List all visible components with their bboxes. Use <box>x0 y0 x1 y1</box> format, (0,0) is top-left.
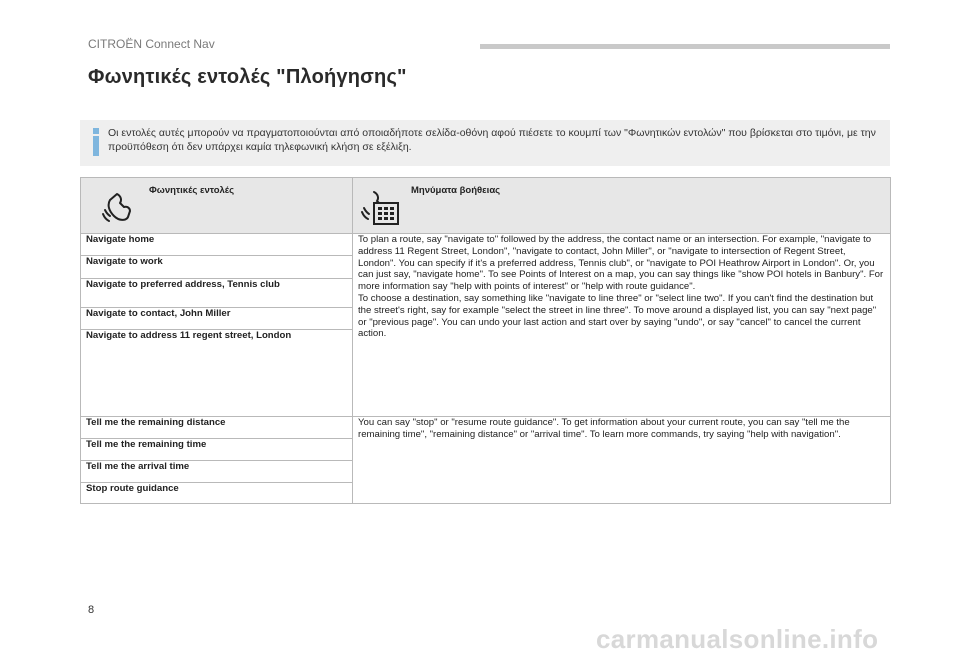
info-note-text: Οι εντολές αυτές μπορούν να πραγματοποιούνται από οποιαδήποτε σελίδα-οθόνη αφού πιέσετε το κουμπί των "Φωνητικών εντολών" που βρίσκεται στο τιμόνι, με την προϋπόθεση ότι δεν υπάρχει καμία τηλεφωνική κλήση σε εξέλιξη. <box>108 127 876 153</box>
help-text-selection: To choose a destination, say something like "navigate to line three" or "select line two". If you can't find the destination but the street's right, say for example "select the street in line three". To move around a displayed list, you can say "next page" or "previous page". You can undo your last action and start over by saying "undo", or say "cancel" to cancel the current action. <box>358 292 877 340</box>
command-cell: Stop route guidance <box>81 483 353 504</box>
col-header-help <box>353 178 891 234</box>
col-header-commands-label: Φωνητικές εντολές <box>149 185 235 196</box>
watermark: carmanualsonline.info <box>596 624 879 654</box>
header-rule <box>480 44 890 49</box>
col-header-help-label: Μηνύματα βοήθειας <box>411 185 501 196</box>
page-number: 8 <box>88 604 95 616</box>
table-row <box>81 417 891 439</box>
command-cell: Navigate to address 11 regent street, London <box>81 330 353 417</box>
table-header-row <box>81 178 891 234</box>
command-cell: Navigate to preferred address, Tennis club <box>81 279 353 308</box>
voice-commands-table <box>80 177 891 504</box>
command-cell: Navigate to contact, John Miller <box>81 308 353 330</box>
command-cell: Navigate home <box>81 234 353 256</box>
command-cell: Tell me the remaining time <box>81 439 353 461</box>
help-cell-route: You can say "stop" or "resume route guidance". To get information about your current route, you can say "tell me the remaining time", "remaining distance" or "arrival time". To learn more commands, try saying "help with navigation". <box>353 417 891 504</box>
info-note <box>80 120 890 166</box>
col-header-commands <box>81 178 353 234</box>
brand-header: CITROËN Connect Nav <box>88 37 215 51</box>
voice-command-icon <box>101 190 135 224</box>
command-cell: Tell me the arrival time <box>81 461 353 483</box>
table-row <box>81 234 891 256</box>
command-cell: Navigate to work <box>81 256 353 279</box>
help-messages-icon <box>361 190 399 226</box>
help-cell-navigation <box>353 234 891 417</box>
command-cell: Tell me the remaining distance <box>81 417 353 439</box>
info-icon <box>92 128 100 158</box>
page-title: Φωνητικές εντολές "Πλοήγησης" <box>88 66 407 88</box>
help-text-navigation: To plan a route, say "navigate to" followed by the address, the contact name or an intersection. For example, "navigate to address 11 Regent Street, London", "navigate to contact, John Miller", or "navigate to intersection of Regent Street, London". You can specify if it's a preferred address, Tennis club", or "navigate to POI Heathrow Airport in London". Or, you can just say, "navigate home". To see Points of Interest on a map, you can say things like "show POI hotels in Banbury". For more information say "help with points of interest" or "help with route guidance". <box>358 234 884 293</box>
